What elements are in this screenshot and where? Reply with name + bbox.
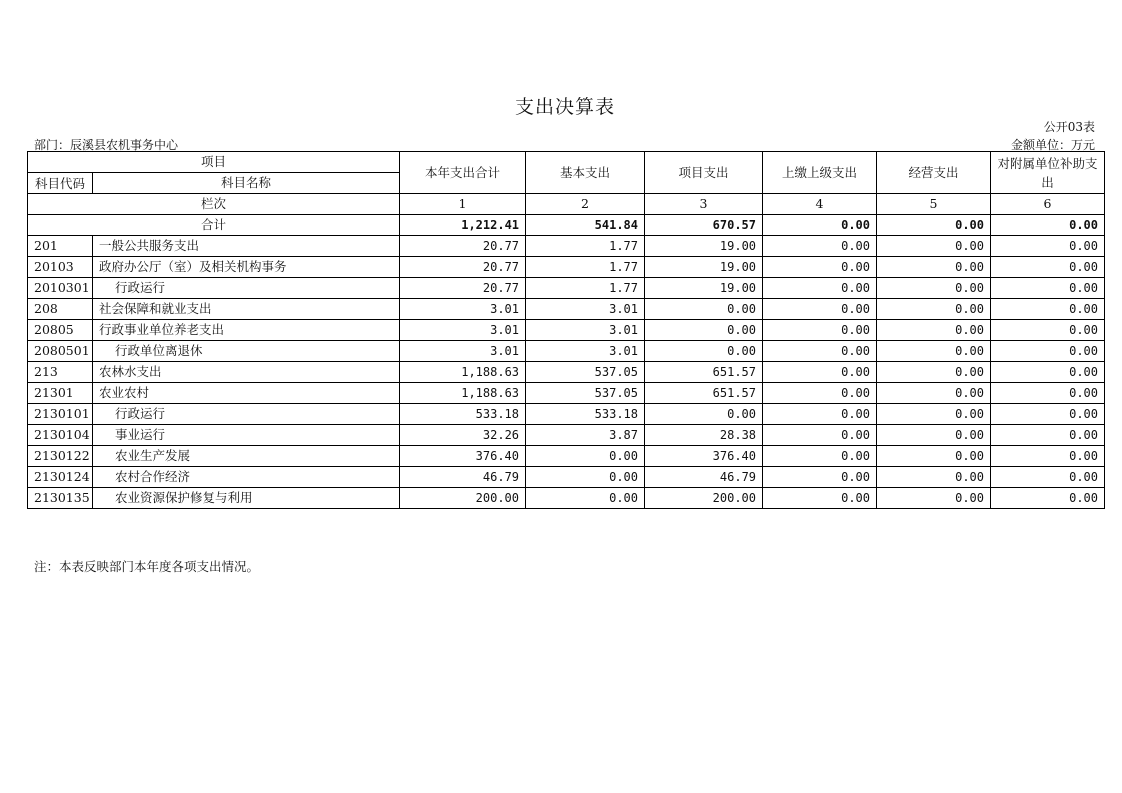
amount-cell: 3.01 — [526, 299, 645, 320]
amount-cell: 0.00 — [645, 404, 763, 425]
amount-cell: 0.00 — [763, 425, 877, 446]
amount-cell: 0.00 — [526, 488, 645, 509]
amount-cell: 0.00 — [645, 341, 763, 362]
amount-cell: 537.05 — [526, 362, 645, 383]
subject-name-cell: 农村合作经济 — [93, 467, 400, 488]
subject-name-cell: 社会保障和就业支出 — [93, 299, 400, 320]
amount-cell: 0.00 — [763, 278, 877, 299]
subject-code-cell: 21301 — [28, 383, 93, 404]
table-row — [28, 404, 1105, 425]
amount-cell: 3.01 — [400, 299, 526, 320]
amount-cell: 32.26 — [400, 425, 526, 446]
table-row — [28, 278, 1105, 299]
subject-code-cell: 201 — [28, 236, 93, 257]
amount-cell: 0.00 — [763, 446, 877, 467]
subject-name-cell: 行政单位离退休 — [93, 341, 400, 362]
amount-cell: 3.01 — [400, 320, 526, 341]
total-cell: 0.00 — [991, 215, 1105, 236]
amount-cell: 0.00 — [991, 467, 1105, 488]
amount-cell: 20.77 — [400, 257, 526, 278]
amount-cell: 0.00 — [991, 362, 1105, 383]
total-cell: 0.00 — [877, 215, 991, 236]
amount-cell: 20.77 — [400, 278, 526, 299]
amount-cell: 0.00 — [991, 446, 1105, 467]
amount-cell: 0.00 — [763, 341, 877, 362]
amount-cell: 0.00 — [645, 320, 763, 341]
subject-name-cell: 行政运行 — [93, 404, 400, 425]
table-row — [28, 299, 1105, 320]
amount-cell: 3.87 — [526, 425, 645, 446]
col-header-project: 项目支出 — [645, 152, 763, 194]
amount-cell: 651.57 — [645, 362, 763, 383]
seq-cell: 6 — [991, 194, 1105, 215]
col-header-business: 经营支出 — [877, 152, 991, 194]
footnote: 注：本表反映部门本年度各项支出情况。 — [34, 559, 260, 574]
subject-name-cell: 一般公共服务支出 — [93, 236, 400, 257]
amount-cell: 0.00 — [645, 299, 763, 320]
col-header-total: 本年支出合计 — [400, 152, 526, 194]
table-row — [28, 425, 1105, 446]
subject-name-cell: 农业资源保护修复与利用 — [93, 488, 400, 509]
amount-cell: 0.00 — [877, 362, 991, 383]
group-header-cell: 项目 — [28, 152, 400, 173]
total-row — [28, 215, 1105, 236]
table-row — [28, 467, 1105, 488]
table-row — [28, 488, 1105, 509]
amount-cell: 200.00 — [645, 488, 763, 509]
subject-name-cell: 行政运行 — [93, 278, 400, 299]
subject-name-cell: 事业运行 — [93, 425, 400, 446]
subject-code-cell: 20103 — [28, 257, 93, 278]
header-row-group — [28, 152, 1105, 173]
amount-cell: 0.00 — [763, 320, 877, 341]
amount-cell: 0.00 — [877, 257, 991, 278]
amount-cell: 0.00 — [877, 446, 991, 467]
subject-code-cell: 2130104 — [28, 425, 93, 446]
table-row — [28, 257, 1105, 278]
total-cell: 670.57 — [645, 215, 763, 236]
amount-cell: 0.00 — [991, 320, 1105, 341]
table-row — [28, 362, 1105, 383]
amount-cell: 0.00 — [763, 404, 877, 425]
amount-cell: 0.00 — [991, 299, 1105, 320]
subject-name-cell: 农林水支出 — [93, 362, 400, 383]
amount-cell: 0.00 — [763, 383, 877, 404]
amount-cell: 3.01 — [400, 341, 526, 362]
seq-cell: 2 — [526, 194, 645, 215]
amount-cell: 1,188.63 — [400, 362, 526, 383]
amount-cell: 20.77 — [400, 236, 526, 257]
amount-cell: 0.00 — [877, 278, 991, 299]
subject-code-cell: 208 — [28, 299, 93, 320]
amount-cell: 0.00 — [877, 236, 991, 257]
amount-cell: 19.00 — [645, 257, 763, 278]
amount-cell: 0.00 — [877, 320, 991, 341]
amount-cell: 0.00 — [877, 341, 991, 362]
amount-cell: 533.18 — [526, 404, 645, 425]
amount-cell: 0.00 — [877, 425, 991, 446]
amount-cell: 0.00 — [991, 278, 1105, 299]
subject-code-cell: 2080501 — [28, 341, 93, 362]
amount-cell: 1.77 — [526, 278, 645, 299]
amount-cell: 28.38 — [645, 425, 763, 446]
amount-cell: 19.00 — [645, 278, 763, 299]
amount-cell: 0.00 — [763, 362, 877, 383]
total-cell: 1,212.41 — [400, 215, 526, 236]
amount-cell: 0.00 — [877, 467, 991, 488]
amount-cell: 0.00 — [763, 257, 877, 278]
col-header-superior: 上缴上级支出 — [763, 152, 877, 194]
amount-cell: 3.01 — [526, 320, 645, 341]
subject-code-cell: 2130135 — [28, 488, 93, 509]
amount-cell: 0.00 — [526, 446, 645, 467]
amount-cell: 651.57 — [645, 383, 763, 404]
amount-cell: 0.00 — [763, 236, 877, 257]
amount-cell: 0.00 — [877, 404, 991, 425]
col-header-subsidy: 对附属单位补助支出 — [991, 152, 1105, 194]
amount-cell: 46.79 — [645, 467, 763, 488]
subject-code-cell: 2010301 — [28, 278, 93, 299]
col-header-basic: 基本支出 — [526, 152, 645, 194]
seq-cell: 1 — [400, 194, 526, 215]
subject-code-cell: 213 — [28, 362, 93, 383]
amount-cell: 1.77 — [526, 236, 645, 257]
seq-cell: 5 — [877, 194, 991, 215]
amount-cell: 0.00 — [991, 257, 1105, 278]
subject-name-cell: 政府办公厅（室）及相关机构事务 — [93, 257, 400, 278]
department-label: 部门：辰溪县农机事务中心 — [34, 138, 179, 152]
subject-code-cell: 2130122 — [28, 446, 93, 467]
amount-cell: 0.00 — [763, 467, 877, 488]
amount-cell: 1.77 — [526, 257, 645, 278]
amount-cell: 0.00 — [991, 425, 1105, 446]
seq-cell: 4 — [763, 194, 877, 215]
total-cell: 0.00 — [763, 215, 877, 236]
amount-cell: 19.00 — [645, 236, 763, 257]
amount-cell: 537.05 — [526, 383, 645, 404]
total-cell: 541.84 — [526, 215, 645, 236]
subject-name-cell: 农业农村 — [93, 383, 400, 404]
amount-cell: 0.00 — [991, 341, 1105, 362]
table-row — [28, 446, 1105, 467]
amount-cell: 46.79 — [400, 467, 526, 488]
amount-cell: 376.40 — [645, 446, 763, 467]
amount-cell: 0.00 — [877, 488, 991, 509]
subject-code-cell: 2130101 — [28, 404, 93, 425]
expenditure-table — [27, 151, 1105, 509]
seq-cell: 3 — [645, 194, 763, 215]
table-row — [28, 320, 1105, 341]
seq-row — [28, 194, 1105, 215]
unit-label: 金额单位：万元 — [1010, 138, 1095, 152]
amount-cell: 0.00 — [877, 299, 991, 320]
col-header-code: 科目代码 — [28, 173, 93, 194]
amount-cell: 0.00 — [991, 488, 1105, 509]
table-row — [28, 341, 1105, 362]
subject-name-cell: 行政事业单位养老支出 — [93, 320, 400, 341]
table-row — [28, 236, 1105, 257]
col-header-name: 科目名称 — [93, 173, 400, 194]
amount-cell: 0.00 — [763, 299, 877, 320]
form-number: 公开03表 — [1043, 120, 1095, 134]
seq-label: 栏次 — [28, 194, 400, 215]
amount-cell: 1,188.63 — [400, 383, 526, 404]
amount-cell: 376.40 — [400, 446, 526, 467]
amount-cell: 0.00 — [991, 236, 1105, 257]
amount-cell: 533.18 — [400, 404, 526, 425]
subject-name-cell: 农业生产发展 — [93, 446, 400, 467]
subject-code-cell: 2130124 — [28, 467, 93, 488]
amount-cell: 0.00 — [991, 404, 1105, 425]
amount-cell: 0.00 — [991, 383, 1105, 404]
amount-cell: 0.00 — [526, 467, 645, 488]
amount-cell: 0.00 — [763, 488, 877, 509]
page-title: 支出决算表 — [514, 96, 615, 118]
amount-cell: 200.00 — [400, 488, 526, 509]
subject-code-cell: 20805 — [28, 320, 93, 341]
table-row — [28, 383, 1105, 404]
amount-cell: 0.00 — [877, 383, 991, 404]
amount-cell: 3.01 — [526, 341, 645, 362]
total-label: 合计 — [28, 215, 400, 236]
